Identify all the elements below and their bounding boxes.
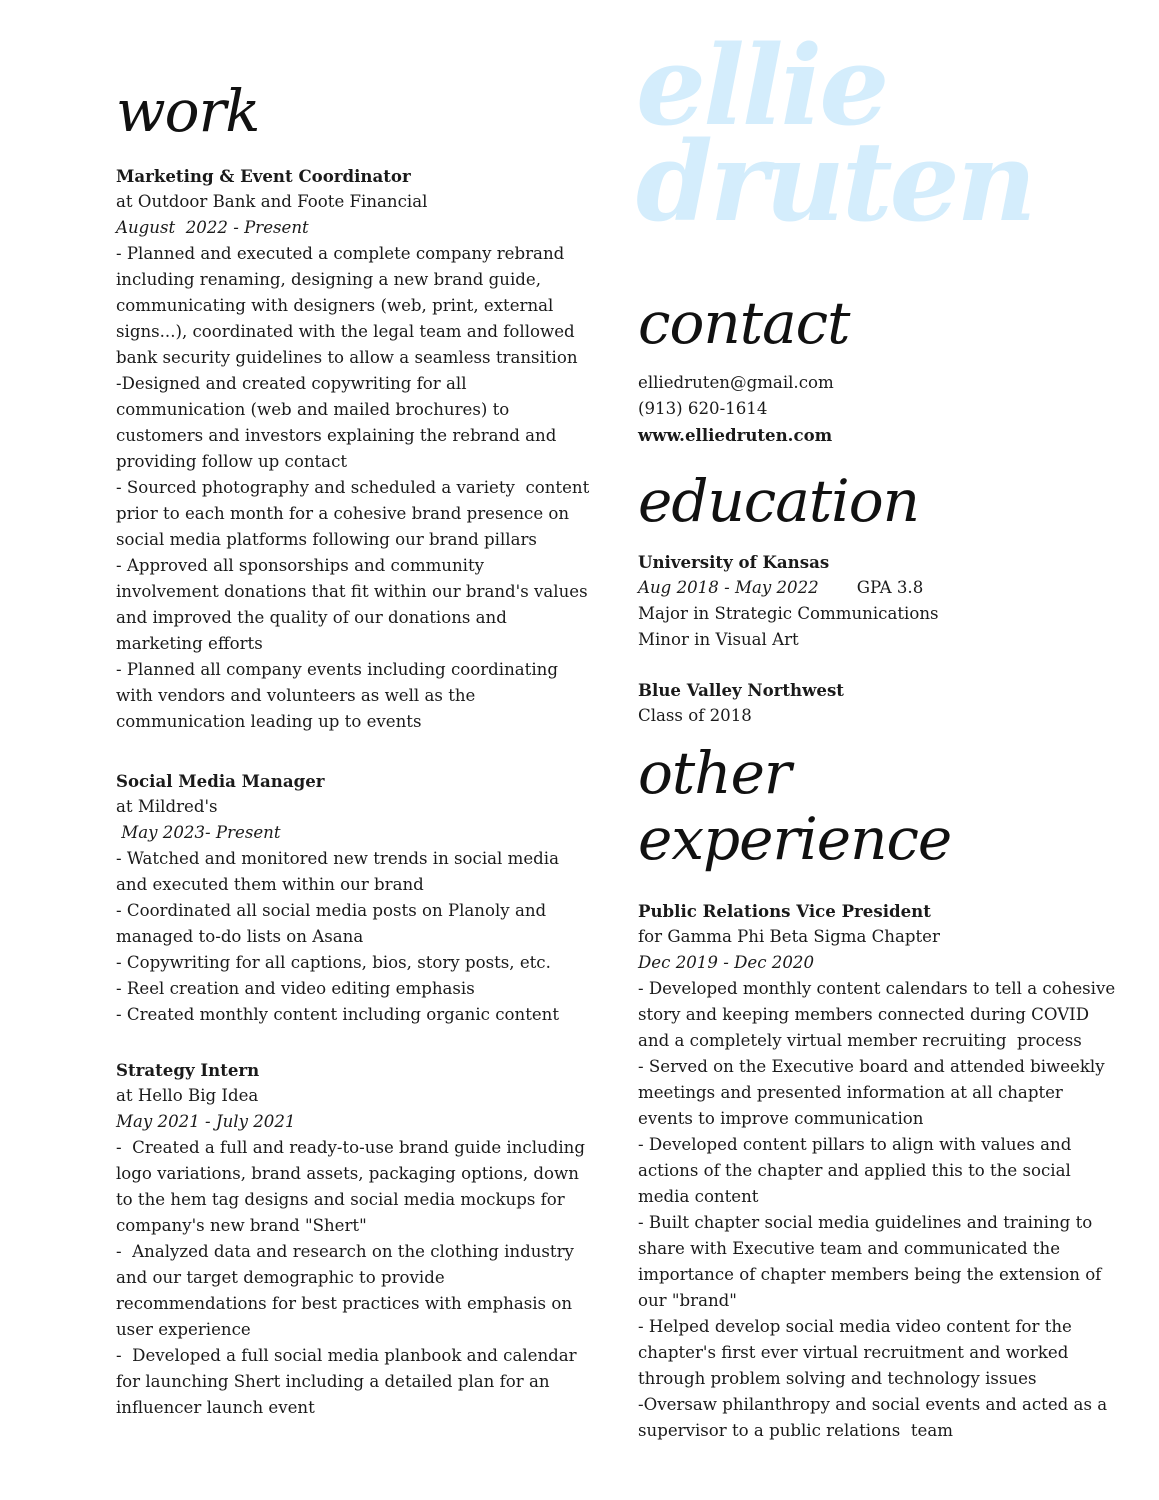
contact-phone: (913) 620-1614 <box>638 399 768 418</box>
job-entry <box>116 1057 586 1421</box>
school-name: University of Kansas <box>638 552 830 572</box>
first-name: ellie <box>636 21 887 150</box>
education-heading: education <box>638 467 919 535</box>
job-company: at Mildred's <box>116 797 218 816</box>
resume-name <box>636 21 1034 246</box>
school-dates: Aug 2018 - May 2022 <box>638 578 819 597</box>
other-org: for Gamma Phi Beta Sigma Chapter <box>638 927 940 946</box>
job-title: Strategy Intern <box>116 1060 260 1080</box>
job-dates: May 2021 - July 2021 <box>116 1112 296 1131</box>
other-experience-entry <box>638 898 1118 1444</box>
job-dates: May 2023- Present <box>116 823 281 842</box>
school-details: Class of 2018 <box>638 706 752 725</box>
job-title: Social Media Manager <box>116 771 325 791</box>
other-heading-line1: other <box>638 739 791 807</box>
contact-email[interactable]: elliedruten@gmail.com <box>638 373 834 392</box>
job-company: at Hello Big Idea <box>116 1086 259 1105</box>
job-description: - Planned and executed a complete company rebrand including renaming, designing a new brand guide, communicating with designers (web, print, external signs...), coordinated with the legal team and followed bank security guidelines to allow a seamless transition -Designed and created copywriting for all communication (web and mailed brochures) to customers and investors explaining the rebrand and providing follow up contact - Sourced photography and scheduled a variety content prior to each month for a cohesive brand presence on social media platforms following our brand pillars - Approved all sponsorships and community involvement donations that fit within our brand's values and improved the quality of our donations and marketing efforts - Planned all company events including coordinating with vendors and volunteers as well as the communication leading up to events <box>116 244 590 731</box>
last-name: druten <box>636 117 1034 246</box>
other-title: Public Relations Vice President <box>638 901 931 921</box>
education-entry <box>638 677 1118 729</box>
job-title: Marketing & Event Coordinator <box>116 166 411 186</box>
job-company: at Outdoor Bank and Foote Financial <box>116 192 428 211</box>
other-description: - Developed monthly content calendars to tell a cohesive story and keeping members connected during COVID and a completely virtual member recruiting process - Served on the Executive board and attended biweekly meetings and presented information at all chapter events to improve communication - Developed content pillars to align with values and actions of the chapter and applied this to the social media content - Built chapter social media guidelines and training to share with Executive team and communicated the importance of chapter members being the extension of our "brand" - Helped develop social media video content for the chapter's first ever virtual recruitment and worked through problem solving and technology issues -Oversaw philanthropy and social events and acted as a supervisor to a public relations team <box>638 979 1116 1440</box>
job-entry <box>116 163 590 735</box>
school-details: Major in Strategic Communications Minor in Visual Art <box>638 604 939 649</box>
other-heading-line2: experience <box>638 805 952 873</box>
job-description: - Created a full and ready-to-use brand guide including logo variations, brand assets, packaging options, down to the hem tag designs and social media mockups for company's new brand "Shert" - Analyzed data and research on the clothing industry and our target demographic to provide recommendations for best practices with emphasis on user experience - Developed a full social media planbook and calendar for launching Shert including a detailed plan for an influencer launch event <box>116 1138 585 1417</box>
job-description: - Watched and monitored new trends in social media and executed them within our brand - Coordinated all social media posts on Planoly and managed to-do lists on Asana - Copywriting for all captions, bios, story posts, etc. - Reel creation and video editing emphasis - Created monthly content including organic content <box>116 849 560 1024</box>
contact-website[interactable]: www.elliedruten.com <box>638 425 833 445</box>
other-experience-heading <box>638 740 951 872</box>
job-entry <box>116 768 586 1028</box>
education-entry <box>638 549 1118 653</box>
other-dates: Dec 2019 - Dec 2020 <box>638 953 815 972</box>
school-gpa: GPA 3.8 <box>856 578 924 597</box>
job-dates: August 2022 - Present <box>116 218 309 237</box>
school-name: Blue Valley Northwest <box>638 680 844 700</box>
school-dates-line <box>638 575 1118 601</box>
contact-info <box>638 370 1118 448</box>
contact-heading: contact <box>638 289 850 357</box>
work-heading: work <box>116 77 260 145</box>
